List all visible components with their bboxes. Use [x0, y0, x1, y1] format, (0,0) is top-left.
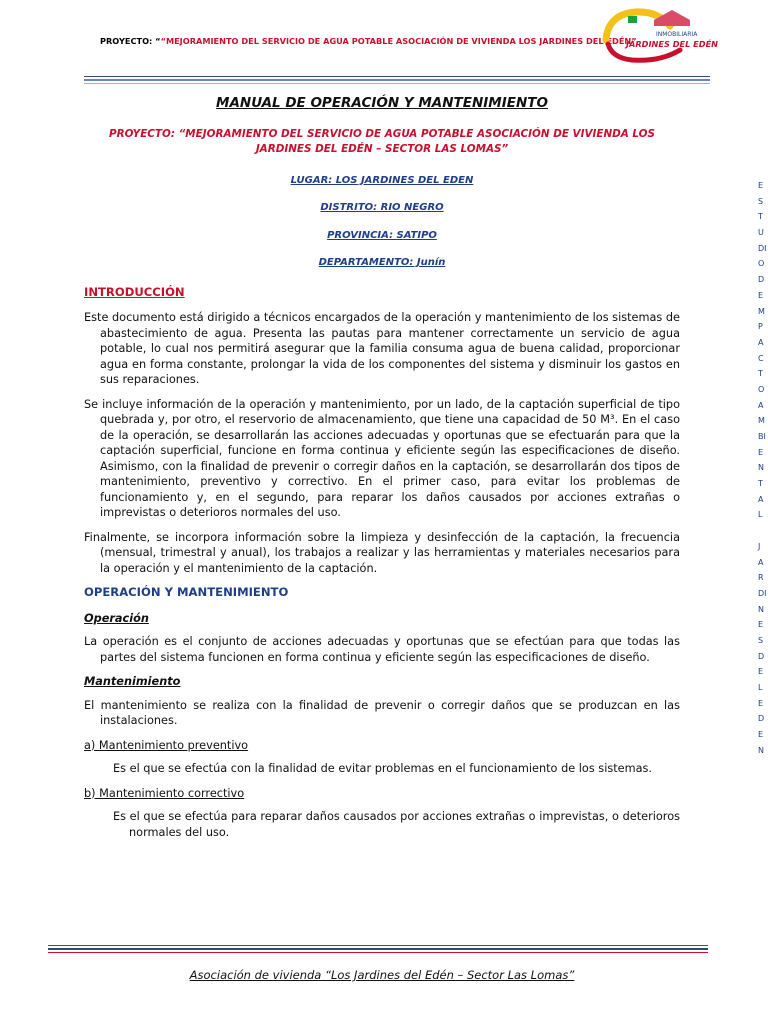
side-letter: C [758, 353, 764, 363]
side-letter: T [758, 212, 763, 222]
side-letter: S [758, 635, 764, 645]
side-letter: DI [758, 243, 767, 253]
preventive-heading: a) Mantenimiento preventivo [84, 738, 249, 752]
corrective-text: Es el que se efectúa para reparar daños causados por acciones extrañas o imprevistas, o deterioros normales del uso. [113, 810, 680, 839]
corrective-heading: b) Mantenimiento correctivo [84, 786, 245, 800]
preventive-text: Es el que se efectúa con la finalidad de evitar problemas en el funcionamiento de los sistemas. [113, 762, 652, 775]
side-letter: A [758, 557, 764, 567]
district-line: DISTRITO: RIO NEGRO [320, 202, 444, 213]
side-letter: T [758, 369, 763, 379]
header-project-prefix: PROYECTO: “ [100, 36, 161, 46]
side-letter: R [758, 573, 764, 583]
side-letter: M [758, 416, 765, 426]
side-letter: J [758, 541, 761, 551]
side-letter: D [758, 651, 765, 661]
intro-heading: INTRODUCCIÓN [84, 284, 185, 299]
side-letter: E [758, 447, 764, 457]
province-line: PROVINCIA: SATIPO [327, 229, 437, 241]
department-line: DEPARTAMENTO: Junín [318, 257, 446, 268]
page-header [0, 0, 768, 80]
side-letter: E [758, 698, 764, 708]
header-project-name: “MEJORAMIENTO DEL SERVICIO DE AGUA POTABLE ASOCIACIÓN DE VIVIENDA LOS JARDINES DEL EDÉN” [160, 36, 637, 46]
side-letter: O [758, 259, 765, 269]
side-letter: N [758, 604, 764, 614]
side-letter: A [758, 400, 764, 410]
side-letter: D [758, 714, 765, 724]
side-letter: E [758, 290, 764, 300]
side-letter: A [758, 337, 764, 347]
side-vertical-text [758, 178, 768, 758]
document-title: MANUAL DE OPERACIÓN Y MANTENIMIENTO [216, 95, 548, 111]
side-letter: A [758, 494, 764, 504]
side-letter: S [758, 196, 764, 206]
page-footer: Asociación de vivienda “Los Jardines del Edén – Sector Las Lomas” [189, 968, 575, 982]
side-letter: DI [758, 588, 767, 598]
side-letter: P [758, 322, 763, 332]
side-letter: L [758, 510, 763, 520]
side-letter: E [758, 620, 764, 630]
jardines-del-eden-logo [598, 6, 719, 62]
side-letter: U [758, 228, 764, 238]
side-letter [758, 523, 768, 539]
side-letter: O [758, 384, 765, 394]
side-letter: BI [758, 432, 766, 441]
operation-text: La operación es el conjunto de acciones adecuadas y oportunas que se efectúan para que todas las partes del sistema funcionen en forma continua y eficiente según las especificaciones de diseño. [84, 635, 680, 664]
maintenance-heading: Mantenimiento [84, 675, 181, 688]
side-letter: E [758, 181, 764, 190]
side-letter: L [758, 683, 763, 692]
side-letter: M [758, 306, 765, 316]
place-line: LUGAR: LOS JARDINES DEL EDEN [290, 174, 474, 186]
header-rule [84, 76, 710, 84]
intro-paragraph-2: Se incluye información de la operación y mantenimiento, por un lado, de la captación superficial de tipo quebrada y, por otro, el reservorio de almacenamiento, que tiene una capacidad de 50 M³. En el caso de la operación, se desarrollarán las acciones adecuadas y oportunas que se efectuarán para que la captación superficial, funcione en forma continua y eficiente según las especificaciones de diseño. Asimismo, con la finalidad de prevenir o corregir daños en la captación, se desarrollarán dos tipos de mantenimiento, preventivo y correctivo. En el primer caso, para evitar los problemas de funcionamiento y, en el segundo, para reparar los daños causados por acciones extrañas o imprevistas o deterioros normales del uso. [84, 397, 680, 519]
side-letter: T [758, 479, 763, 489]
side-letter: E [758, 667, 764, 677]
operation-heading: Operación [84, 611, 149, 625]
side-letter: N [758, 463, 764, 473]
header-project [100, 36, 637, 46]
svg-text:INMOBILIARIA: INMOBILIARIA [656, 31, 698, 38]
document-body [84, 96, 680, 849]
intro-paragraph-3: Finalmente, se incorpora información sobre la limpieza y desinfección de la captación, la frecuencia (mensual, trimestral y anual), los trabajos a realizar y las herramientas y materiales necesarios para la operación y el mantenimiento de la captación. [84, 530, 680, 575]
project-title: PROYECTO: “MEJORAMIENTO DEL SERVICIO DE AGUA POTABLE ASOCIACIÓN DE VIVIENDA LOS JARDINES DEL EDÉN – SECTOR LAS LOMAS” [108, 127, 655, 155]
side-letter: N [758, 745, 764, 755]
svg-text:JARDINES DEL EDÉN: JARDINES DEL EDÉN [626, 39, 719, 49]
side-letter: E [758, 730, 764, 740]
intro-paragraph-1: Este documento está dirigido a técnicos encargados de la operación y mantenimiento de los sistemas de abastecimiento de agua. Presenta las pautas para mantener correctamente un servicio de agua potable, lo cual nos permitirá asegurar que la familia consuma agua de buena calidad, proporcionar agua en forma constante, prolongar la vida de los componentes del sistema y disminuir los gastos en sus reparaciones. [84, 311, 680, 386]
footer-rule [48, 945, 708, 953]
side-letter: D [758, 275, 765, 285]
maintenance-text: El mantenimiento se realiza con la finalidad de prevenir o corregir daños que se produzcan en las instalaciones. [84, 698, 680, 727]
om-heading: OPERACIÓN Y MANTENIMIENTO [84, 585, 289, 599]
